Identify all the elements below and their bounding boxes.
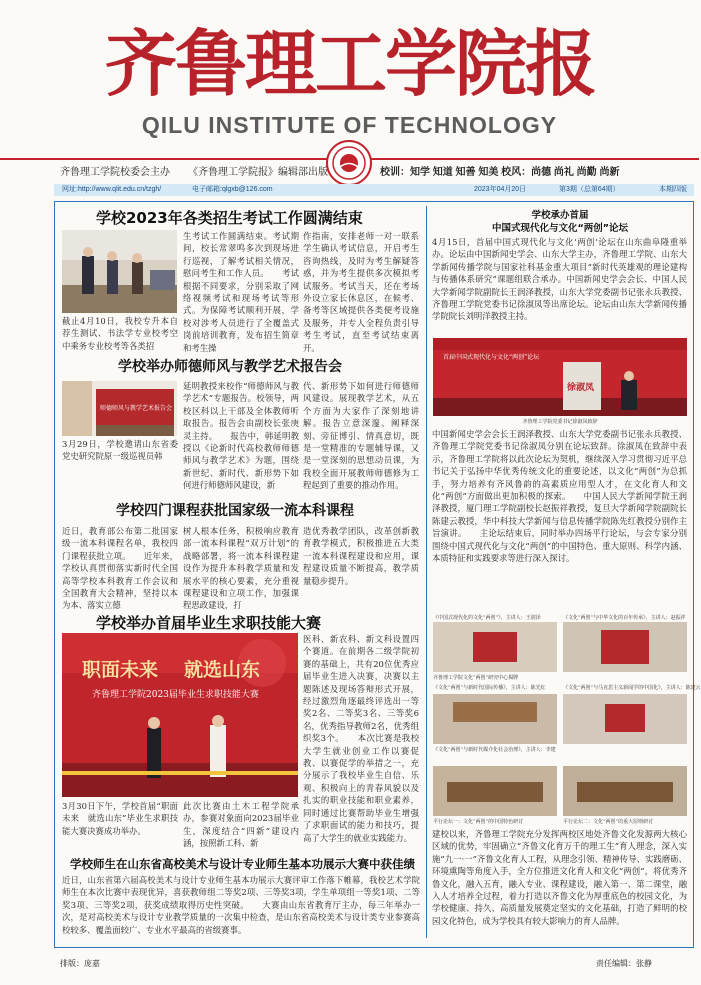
thumb-caption-7: 平行论坛一：文化“两创”的中国特色研讨	[433, 819, 524, 825]
newspaper-title: 齐鲁理工学院报	[104, 21, 595, 106]
forum-thumbnail-grid	[433, 614, 701, 825]
school-motto: 校训：知学 知道 知善 知美 校风：尚德 尚礼 尚勤 尚新	[380, 167, 620, 178]
email-link[interactable]: 电子邮箱:qlgxb@126.com	[192, 186, 273, 193]
forum-headline-line2: 中国式现代化与文化“两创”论坛	[492, 223, 628, 234]
forum-photo-caption: 齐鲁理工学院党委书记徐淑凤致辞	[522, 419, 598, 425]
website-link[interactable]: 网址:http://www.qlit.edu.cn/tzgh/	[62, 186, 162, 193]
school-emblem-icon	[326, 140, 372, 186]
thumb-caption-3: 齐鲁理工学院文化“两创”研究中心揭牌	[433, 675, 519, 681]
thumb-caption-6: 《文化“两创”与新时代媒介化社会治理》，主讲人：李建	[433, 747, 556, 753]
course-headline: 学校四门课程获批国家级一流本科课程	[116, 503, 354, 519]
forum-thumbnail-images	[433, 622, 687, 822]
forum-photo-banner: 首届中国式现代化与文化“两创”论坛	[443, 354, 540, 361]
thumb-caption-5: 《文化“两创”与马克思主义新闻学的中国化》，主讲人：陈建云	[563, 685, 701, 691]
course-text-col3: 造优秀教学团队，改革创新教育教学模式，积极推进五大类一流本科课程建设和应用，课程建设质量不断提高，教学质量稳步提升。	[303, 526, 419, 586]
editor-office: 《齐鲁理工学院报》编辑部出版	[188, 167, 328, 178]
column-divider	[426, 206, 427, 938]
teacher-text-col1: 延明教授来校作“师德师风与教学艺术”专题报告。校领导，两校区科以上干部及全体教师听取报告。报告会由副校长张庚灵主持。 报告中，韩延明教授以《论新时代高校教师师德师风与教学艺术》为题，围绕新世纪、新时代、新形势下如何进行师德师风建设，新	[183, 381, 299, 491]
issue-number: 第3期（总第64期）	[559, 186, 620, 193]
thumb-caption-8: 平行论坛二：文化“两创”的重大原则研讨	[563, 819, 654, 825]
teacher-text-col2: 代、新形势下如何进行师德师风建设。展现教学艺术，从五个方面为大家作了深刻地讲解。报告立意深邃、阐释深刻、旁征博引、情真意切，既是一堂精准的专题辅导课，又是一堂深刻的思想动员课，为我校全面开展教师师德修为工程起到了重要的推动作用。	[303, 381, 419, 491]
issue-date: 2023年04月20日	[474, 186, 527, 193]
masthead	[0, 0, 699, 150]
thumb-caption-2: 《文化“两创”与中华文化的百年传承》，主讲人：赵振祥	[563, 615, 686, 621]
skills-banner-3: 齐鲁理工学院2023届毕业生求职技能大赛	[92, 690, 259, 700]
layout-credit: 排版：庞嘉	[60, 959, 100, 968]
editor-credit: 责任编辑：张静	[596, 959, 652, 968]
course-text-col1: 近日，教育部公布第二批国家级一流本科课程名单，我校四门课程获批立项。 近年来，学校认真贯彻落实新时代全国高等学校本科教育工作会议和全国教育大会精神，坚持以本为本、落实立德	[62, 526, 178, 611]
exam-caption: 截止4月10日，我校专升本自荐生测试、书法学专业校考空中乘务专业校考等各类招	[62, 316, 178, 351]
forum-headline-line1: 学校承办首届	[531, 210, 589, 221]
exam-text-col1: 生考试工作圆满结束。考试期间，校长常翠鸣多次到现场进行巡视，了解考试相关情况，慰问考生和工作人员。 考试根据不同要求，分别采取了网络视频考试和现场考试等形式。为保障考试顺利开展，学校对涉考人员进行了全覆盖式岗前培训教育，发布招生简章和考生操	[183, 231, 299, 353]
thumb-caption-4: 《文化“两创”与新时代国际传播》，主讲人：陈先红	[433, 685, 546, 691]
art-headline: 学校师生在山东省高校美术与设计专业师生基本功展示大赛中获佳绩	[70, 857, 415, 871]
skills-photo	[62, 633, 298, 797]
art-text: 近日，山东省第六届高校美术与设计专业师生基本功展示大赛评审工作落下帷幕，我校艺术学院师生在本次比赛中表现优异，喜获教师组二等奖2项、三等奖3项，学生单项组一等奖1项、二等奖3项、三等奖2项，获奖成绩取得历史性突破。 大赛由山东省教育厅主办，每三年举办一次，是对高校美术与设计专业教学质量的一次集中检查，是山东省高校美术与设计类专业参赛高校较多、覆盖面较广、专业水平最高的省级赛事。	[62, 875, 420, 935]
teacher-caption: 3月29日，学校邀请山东省委党史研究院原一级巡视员韩	[62, 439, 178, 462]
course-text-col2: 树人根本任务，积极响应教育部一流本科课程“双万计划”的战略部署，将一流本科课程建设作为提升本科教学质量和发展水平的核心要素，充分重视课程建设和立项工作，加强课程思政建设，打	[183, 526, 299, 611]
forum-photo-speaker: 徐淑凤	[567, 383, 595, 393]
teacher-photo	[62, 381, 177, 436]
forum-text-para2: 中国新闻史学会会长王润泽教授、山东大学党委副书记张永兵教授、齐鲁理工学院党委书记徐淑凤分别在论坛致辞。徐淑凤在致辞中表示，齐鲁理工学院将以此次论坛为契机，继续深入学习贯彻习近平总书记关于弘扬中华优秀传统文化的重要论述，以文化“两创”为总抓手，努力培养有齐风鲁韵的高素质应用型人才，在文化育人和文化“两创”方面做出更加积极的探索。 中国人民大学新闻学院王润泽教授，厦门理工学院副校长赵振祥教授，复旦大学新闻学院副院长陈建云教授，华中科技大学新闻与信息传播学院陈先红教授分别作主旨演讲。 主论坛结束后，同时举办四场平行论坛，与会专家分别围绕中国式现代化与文化“两创”的中国特色、重大原则、科学内涵、本质特征和实践要求等进行深入探讨。	[432, 429, 687, 564]
newspaper-subtitle-en: QILU INSTITUTE OF TECHNOLOGY	[141, 112, 558, 138]
exam-photo	[62, 230, 177, 313]
skills-text: 医科、新农科、新文科设置四个赛道。在前期各二级学院初赛的基础上，共有20位优秀应届毕业生进入决赛，决赛以主题陈述及现场答辩形式开展，经过激烈角逐最终评选出一等奖2名、二等奖3名、三等奖6名，优秀指导教师2名，优秀组织奖3个。 本次比赛是我校大学生就业创业工作以赛促教、以赛促学的举措之一，充分展示了我校毕业生自信、乐观、积极向上的青春风貌以及扎实的职业技能和职业素养，同时通过比赛帮助毕业生增强了求职面试的能力和技巧，提高了大学生的就业实践能力。	[303, 634, 419, 843]
skills-caption-left: 3月30日下午，学校首届“职面未来 就选山东”毕业生求职技能大赛决赛成功举办。	[62, 801, 178, 836]
exam-text-col2: 作指南，安排老师一对一联系学生确认考试信息，开启考生咨询热线，及时为考生解疑答惑，并为考生提供多次模拟考试服务。考试当天，还在考场外设立家长休息区，在候考、备考等区域提供各类便考设施及服务，并专人全程负责引导考生考试，直至考试结束离开。	[303, 231, 419, 353]
forum-text-para1: 4月15日，首届中国式现代化与文化‘两创’论坛在山东曲阜隆重举办。论坛由中国新闻史学会、山东大学主办，齐鲁理工学院、山东大学新闻传播学院与国家社科基金重大项目“新时代英雄观的理论建构与传播体系研究”课题组联合承办。中国新闻史学会会长、中国人民大学新闻学院副院长王润泽教授，山东大学党委副书记张永兵教授、齐鲁理工学院党委书记徐淑凤等出席论坛。论坛由山东大学新闻传播学院院长刘明洋教授主持。	[432, 237, 687, 322]
skills-banner-2: 就选山东	[184, 659, 261, 681]
sponsor: 齐鲁理工学院校委会主办	[60, 167, 170, 178]
teacher-headline: 学校举办师德师风与教学艺术报告会	[118, 359, 342, 375]
exam-headline: 学校2023年各类招生考试工作圆满结束	[96, 209, 363, 227]
teacher-photo-label: 师德师风与教学艺术报告会	[100, 405, 173, 412]
thumb-caption-1: 《中国式现代化的文化“两创”》，主讲人：王润泽	[433, 615, 541, 621]
forum-photo	[433, 338, 687, 416]
skills-banner-1: 职面未来	[82, 659, 159, 681]
info-bar	[54, 184, 694, 196]
page-count: 本期四版	[659, 186, 687, 193]
forum-text-para3: 建校以来，齐鲁理工学院充分发挥两校区地处齐鲁文化发源两大核心区域的优势，牢固确立“齐鲁文化育万千的理工生”育人理念，深入实施“九一·一”齐鲁文化育人工程，从理念引领、精神传导、实践磨砺、环境熏陶等角度入手，全方位推进文化育人和文化“两创”，将优秀齐鲁文化，融入五育，融入专业、课程建设，融入第一、第二课堂，融入人才培养全过程，着力打造以齐鲁文化为厚重底色的校园文化，为学校健康、持久、高质量发展奠定坚实的文化基础，打造了鲜明的校园文化特色，成为学校具有较大影响力的育人品牌。	[432, 829, 687, 926]
skills-caption-right: 此次比赛由土木工程学院承办，参赛对象面向2023届毕业生，深度结合“四新”建设内涵，按照新工科、新	[183, 801, 299, 849]
skills-headline: 学校举办首届毕业生求职技能大赛	[96, 614, 322, 632]
